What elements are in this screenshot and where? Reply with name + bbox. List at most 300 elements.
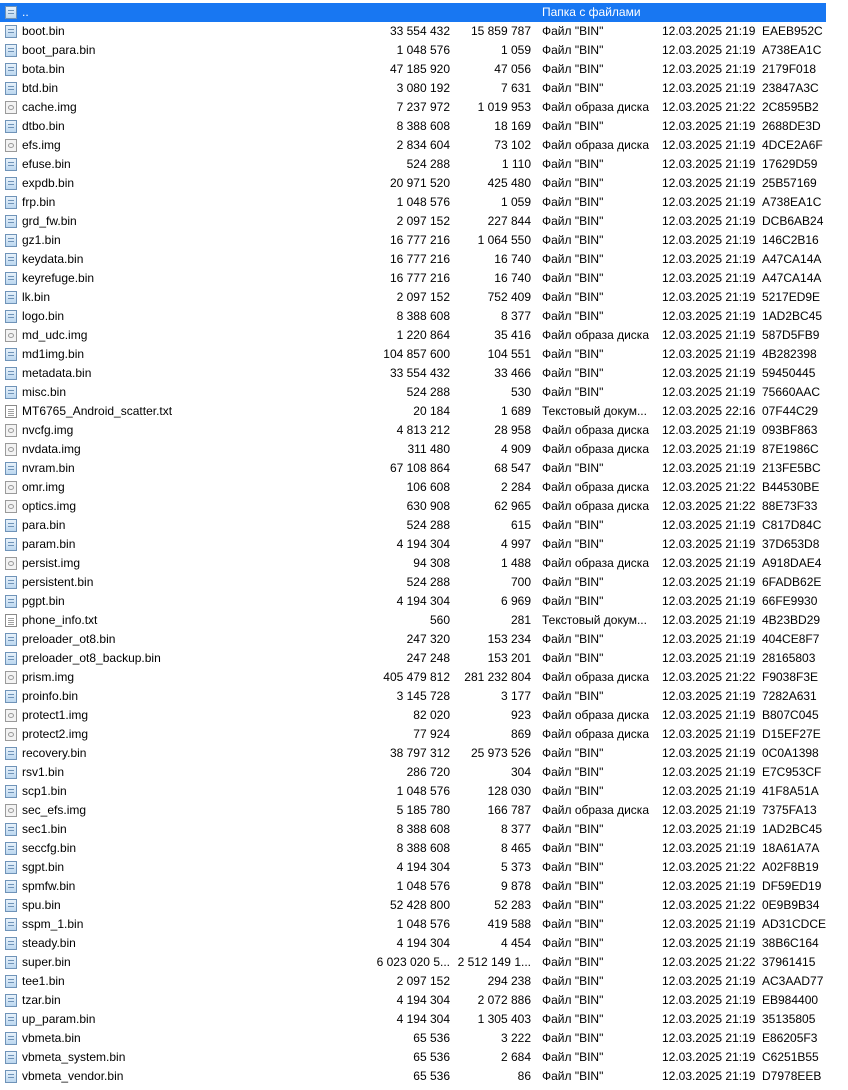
file-crc: 4DCE2A6F (762, 138, 823, 152)
file-type: Файл "BIN" (542, 518, 604, 532)
file-type: Файл "BIN" (542, 841, 604, 855)
file-row[interactable] (0, 79, 848, 98)
file-name: vbmeta.bin (22, 1031, 81, 1045)
bin-file-icon (5, 842, 17, 855)
file-row[interactable] (0, 801, 848, 820)
file-size: 16 777 216 (389, 233, 450, 247)
file-crc: 213FE5BC (762, 461, 821, 475)
file-crc: A47CA14A (762, 252, 822, 266)
file-row[interactable] (0, 478, 848, 497)
file-type: Файл "BIN" (542, 385, 604, 399)
file-name: pgpt.bin (22, 594, 65, 608)
file-crc: 093BF863 (762, 423, 818, 437)
bin-file-icon (5, 823, 17, 836)
file-packed-size: 2 512 149 1... (457, 955, 531, 969)
file-crc: E86205F3 (762, 1031, 818, 1045)
file-size: 82 020 (413, 708, 450, 722)
file-row[interactable] (0, 402, 848, 421)
file-row[interactable] (0, 535, 848, 554)
file-icon-cell (5, 611, 19, 630)
file-packed-size: 1 019 953 (477, 100, 531, 114)
file-name: metadata.bin (22, 366, 92, 380)
file-icon-cell (5, 896, 19, 915)
file-row[interactable] (0, 22, 848, 41)
file-icon-cell (5, 649, 19, 668)
file-name: vbmeta_vendor.bin (22, 1069, 124, 1083)
file-name: keydata.bin (22, 252, 84, 266)
file-row[interactable] (0, 953, 848, 972)
file-size: 3 080 192 (396, 81, 450, 95)
file-type: Файл "BIN" (542, 290, 604, 304)
file-name: sec_efs.img (22, 803, 87, 817)
file-name: preloader_ot8.bin (22, 632, 116, 646)
file-icon-cell (5, 174, 19, 193)
file-modified: 12.03.2025 21:19 (662, 879, 756, 893)
file-row[interactable] (0, 649, 848, 668)
file-row[interactable] (0, 269, 848, 288)
bin-file-icon (5, 63, 17, 76)
file-packed-size: 104 551 (487, 347, 531, 361)
file-icon-cell (5, 60, 19, 79)
bin-file-icon (5, 253, 17, 266)
file-size: 65 536 (413, 1031, 450, 1045)
parent-folder-row[interactable] (0, 3, 826, 22)
bin-file-icon (5, 880, 17, 893)
file-name: grd_fw.bin (22, 214, 77, 228)
file-type: Файл "BIN" (542, 157, 604, 171)
bin-file-icon (5, 747, 17, 760)
file-crc: D7978EEB (762, 1069, 822, 1083)
file-type: Файл "BIN" (542, 24, 604, 38)
file-size: 1 048 576 (396, 784, 450, 798)
file-packed-size: 2 072 886 (477, 993, 531, 1007)
bin-file-icon (5, 538, 17, 551)
file-type: Файл образа диска (542, 328, 649, 342)
file-modified: 12.03.2025 21:19 (662, 442, 756, 456)
file-modified: 12.03.2025 21:19 (662, 993, 756, 1007)
file-modified: 12.03.2025 21:19 (662, 385, 756, 399)
file-row[interactable] (0, 440, 848, 459)
file-crc: 28165803 (762, 651, 816, 665)
file-row[interactable] (0, 972, 848, 991)
text-file-icon (5, 614, 17, 627)
file-row[interactable] (0, 991, 848, 1010)
file-name: sspm_1.bin (22, 917, 84, 931)
file-row[interactable] (0, 839, 848, 858)
file-type: Текстовый докум... (542, 613, 647, 627)
file-modified: 12.03.2025 21:19 (662, 841, 756, 855)
file-icon-cell (5, 516, 19, 535)
file-name: vbmeta_system.bin (22, 1050, 126, 1064)
file-crc: A02F8B19 (762, 860, 819, 874)
file-packed-size: 700 (510, 575, 531, 589)
file-packed-size: 18 169 (494, 119, 531, 133)
file-packed-size: 304 (510, 765, 531, 779)
file-row[interactable] (0, 516, 848, 535)
file-crc: D15EF27E (762, 727, 821, 741)
bin-file-icon (5, 1051, 17, 1064)
file-icon-cell (5, 421, 19, 440)
file-row[interactable] (0, 497, 848, 516)
file-icon-cell (5, 193, 19, 212)
file-row[interactable] (0, 858, 848, 877)
file-modified: 12.03.2025 21:19 (662, 62, 756, 76)
file-icon-cell (5, 440, 19, 459)
file-modified: 12.03.2025 21:19 (662, 347, 756, 361)
file-row[interactable] (0, 307, 848, 326)
file-size: 2 097 152 (396, 974, 450, 988)
file-row[interactable] (0, 611, 848, 630)
file-icon-cell (5, 725, 19, 744)
file-size: 4 194 304 (396, 1012, 450, 1026)
file-row[interactable] (0, 687, 848, 706)
file-crc: AD31CDCE (762, 917, 827, 931)
file-crc: 87E1986C (762, 442, 819, 456)
file-size: 33 554 432 (389, 24, 450, 38)
file-name: md1img.bin (22, 347, 85, 361)
file-modified: 12.03.2025 21:19 (662, 594, 756, 608)
file-icon-cell (5, 535, 19, 554)
file-packed-size: 9 878 (500, 879, 531, 893)
file-modified: 12.03.2025 21:19 (662, 309, 756, 323)
file-packed-size: 4 909 (500, 442, 531, 456)
file-name: proinfo.bin (22, 689, 79, 703)
file-packed-size: 2 284 (500, 480, 531, 494)
file-size: 3 145 728 (396, 689, 450, 703)
file-icon-cell (5, 288, 19, 307)
file-row[interactable] (0, 250, 848, 269)
file-crc: 6FADB62E (762, 575, 822, 589)
file-packed-size: 62 965 (494, 499, 531, 513)
file-modified: 12.03.2025 21:19 (662, 176, 756, 190)
file-crc: DCB6AB24 (762, 214, 824, 228)
file-icon-cell (5, 706, 19, 725)
file-modified: 12.03.2025 21:19 (662, 936, 756, 950)
file-crc: A47CA14A (762, 271, 822, 285)
file-packed-size: 1 488 (500, 556, 531, 570)
file-modified: 12.03.2025 21:19 (662, 214, 756, 228)
file-crc: 0C0A1398 (762, 746, 819, 760)
file-packed-size: 923 (510, 708, 531, 722)
file-size: 20 971 520 (389, 176, 450, 190)
disk-image-icon (5, 728, 17, 741)
bin-file-icon (5, 82, 17, 95)
file-modified: 12.03.2025 21:19 (662, 708, 756, 722)
file-size: 104 857 600 (383, 347, 450, 361)
file-icon-cell (5, 478, 19, 497)
file-icon-cell (5, 991, 19, 1010)
file-icon-cell (5, 1048, 19, 1067)
file-row[interactable] (0, 231, 848, 250)
file-row[interactable] (0, 459, 848, 478)
file-row[interactable] (0, 174, 848, 193)
file-type: Файл "BIN" (542, 955, 604, 969)
bin-file-icon (5, 310, 17, 323)
file-packed-size: 166 787 (487, 803, 531, 817)
bin-file-icon (5, 861, 17, 874)
file-crc: 7375FA13 (762, 803, 817, 817)
file-icon-cell (5, 345, 19, 364)
file-size: 4 813 212 (396, 423, 450, 437)
file-size: 52 428 800 (389, 898, 450, 912)
file-type: Файл "BIN" (542, 461, 604, 475)
file-crc: 18A61A7A (762, 841, 820, 855)
file-type: Файл "BIN" (542, 252, 604, 266)
file-row[interactable] (0, 877, 848, 896)
bin-file-icon (5, 918, 17, 931)
file-row[interactable] (0, 592, 848, 611)
file-size: 8 388 608 (396, 841, 450, 855)
file-icon-cell (5, 877, 19, 896)
file-row[interactable] (0, 896, 848, 915)
file-row[interactable] (0, 668, 848, 687)
file-row[interactable] (0, 136, 848, 155)
file-modified: 12.03.2025 21:19 (662, 157, 756, 171)
bin-file-icon (5, 576, 17, 589)
file-modified: 12.03.2025 21:22 (662, 898, 756, 912)
file-row[interactable] (0, 155, 848, 174)
file-name: phone_info.txt (22, 613, 98, 627)
file-row[interactable] (0, 326, 848, 345)
file-row[interactable] (0, 782, 848, 801)
file-packed-size: 1 059 (500, 43, 531, 57)
file-size: 47 185 920 (389, 62, 450, 76)
file-name: spu.bin (22, 898, 61, 912)
file-modified: 12.03.2025 21:19 (662, 689, 756, 703)
file-modified: 12.03.2025 21:19 (662, 290, 756, 304)
file-name: nvdata.img (22, 442, 81, 456)
bin-file-icon (5, 595, 17, 608)
file-packed-size: 86 (517, 1069, 531, 1083)
file-crc: 88E73F33 (762, 499, 818, 513)
file-packed-size: 2 684 (500, 1050, 531, 1064)
bin-file-icon (5, 766, 17, 779)
file-packed-size: 128 030 (487, 784, 531, 798)
file-type: Файл "BIN" (542, 746, 604, 760)
file-row[interactable] (0, 706, 848, 725)
file-row[interactable] (0, 60, 848, 79)
file-icon-cell (5, 497, 19, 516)
file-modified: 12.03.2025 21:19 (662, 917, 756, 931)
file-icon-cell (5, 1029, 19, 1048)
file-icon-cell (5, 1010, 19, 1029)
file-row[interactable] (0, 212, 848, 231)
file-modified: 12.03.2025 21:19 (662, 366, 756, 380)
file-modified: 12.03.2025 21:19 (662, 632, 756, 646)
file-icon-cell (5, 459, 19, 478)
file-row[interactable] (0, 763, 848, 782)
file-size: 16 777 216 (389, 271, 450, 285)
file-size: 6 023 020 5... (376, 955, 450, 969)
file-packed-size: 752 409 (487, 290, 531, 304)
file-modified: 12.03.2025 21:19 (662, 651, 756, 665)
file-crc: 2C8595B2 (762, 100, 819, 114)
file-row[interactable] (0, 725, 848, 744)
file-modified: 12.03.2025 21:19 (662, 765, 756, 779)
file-crc: B44530BE (762, 480, 820, 494)
file-row[interactable] (0, 1067, 848, 1086)
file-icon-cell (5, 231, 19, 250)
file-packed-size: 4 997 (500, 537, 531, 551)
parent-folder-type: Папка с файлами (542, 5, 641, 19)
file-modified: 12.03.2025 21:22 (662, 955, 756, 969)
disk-image-icon (5, 101, 17, 114)
file-crc: E7C953CF (762, 765, 822, 779)
file-crc: A738EA1C (762, 195, 822, 209)
file-packed-size: 15 859 787 (470, 24, 531, 38)
file-type: Файл "BIN" (542, 784, 604, 798)
file-modified: 12.03.2025 21:22 (662, 499, 756, 513)
file-size: 20 184 (413, 404, 450, 418)
file-row[interactable] (0, 364, 848, 383)
file-packed-size: 52 283 (494, 898, 531, 912)
file-crc: EB984400 (762, 993, 819, 1007)
file-modified: 12.03.2025 21:22 (662, 860, 756, 874)
file-row[interactable] (0, 934, 848, 953)
file-packed-size: 33 466 (494, 366, 531, 380)
file-type: Файл "BIN" (542, 575, 604, 589)
file-size: 8 388 608 (396, 119, 450, 133)
file-name: optics.img (22, 499, 77, 513)
file-icon-cell (5, 212, 19, 231)
file-type: Файл "BIN" (542, 898, 604, 912)
disk-image-icon (5, 557, 17, 570)
file-row[interactable] (0, 744, 848, 763)
folder-up-icon-cell (5, 3, 19, 22)
file-crc: 1AD2BC45 (762, 309, 823, 323)
file-icon-cell (5, 934, 19, 953)
disk-image-icon (5, 804, 17, 817)
file-type: Файл образа диска (542, 670, 649, 684)
file-row[interactable] (0, 193, 848, 212)
file-name: protect2.img (22, 727, 89, 741)
file-packed-size: 7 631 (500, 81, 531, 95)
file-size: 524 288 (406, 157, 450, 171)
bin-file-icon (5, 215, 17, 228)
file-name: misc.bin (22, 385, 67, 399)
file-row[interactable] (0, 1029, 848, 1048)
file-type: Файл "BIN" (542, 1012, 604, 1026)
file-type: Файл образа диска (542, 423, 649, 437)
file-type: Файл "BIN" (542, 765, 604, 779)
file-crc: DF59ED19 (762, 879, 822, 893)
file-type: Файл "BIN" (542, 689, 604, 703)
file-row[interactable] (0, 554, 848, 573)
bin-file-icon (5, 1032, 17, 1045)
file-name: efs.img (22, 138, 61, 152)
file-size: 524 288 (406, 385, 450, 399)
file-size: 311 480 (407, 442, 450, 456)
file-icon-cell (5, 383, 19, 402)
file-icon-cell (5, 79, 19, 98)
file-name: param.bin (22, 537, 76, 551)
disk-image-icon (5, 500, 17, 513)
bin-file-icon (5, 975, 17, 988)
file-name: bota.bin (22, 62, 65, 76)
disk-image-icon (5, 481, 17, 494)
file-row[interactable] (0, 421, 848, 440)
file-crc: 07F44C29 (762, 404, 819, 418)
file-modified: 12.03.2025 21:22 (662, 480, 756, 494)
file-row[interactable] (0, 288, 848, 307)
file-icon-cell (5, 269, 19, 288)
bin-file-icon (5, 158, 17, 171)
file-type: Файл "BIN" (542, 860, 604, 874)
file-modified: 12.03.2025 21:19 (662, 195, 756, 209)
bin-file-icon (5, 994, 17, 1007)
file-type: Файл "BIN" (542, 271, 604, 285)
file-packed-size: 4 454 (500, 936, 531, 950)
file-modified: 12.03.2025 21:19 (662, 575, 756, 589)
file-row[interactable] (0, 41, 848, 60)
file-name: spmfw.bin (22, 879, 76, 893)
file-size: 2 097 152 (396, 214, 450, 228)
file-packed-size: 28 958 (494, 423, 531, 437)
file-row[interactable] (0, 573, 848, 592)
file-modified: 12.03.2025 21:19 (662, 81, 756, 95)
disk-image-icon (5, 329, 17, 342)
file-row[interactable] (0, 98, 848, 117)
file-packed-size: 47 056 (494, 62, 531, 76)
file-size: 2 097 152 (396, 290, 450, 304)
file-type: Файл "BIN" (542, 195, 604, 209)
file-packed-size: 425 480 (487, 176, 531, 190)
file-size: 77 924 (413, 727, 450, 741)
file-modified: 12.03.2025 21:19 (662, 233, 756, 247)
file-row[interactable] (0, 915, 848, 934)
file-size: 33 554 432 (389, 366, 450, 380)
file-modified: 12.03.2025 22:16 (662, 404, 756, 418)
bin-file-icon (5, 177, 17, 190)
file-name: steady.bin (22, 936, 76, 950)
file-crc: A918DAE4 (762, 556, 822, 570)
file-type: Файл образа диска (542, 803, 649, 817)
file-name: prism.img (22, 670, 75, 684)
file-row[interactable] (0, 820, 848, 839)
file-modified: 12.03.2025 21:19 (662, 518, 756, 532)
file-crc: 66FE9930 (762, 594, 818, 608)
file-name: tee1.bin (22, 974, 65, 988)
file-name: md_udc.img (22, 328, 88, 342)
bin-file-icon (5, 633, 17, 646)
file-type: Файл образа диска (542, 138, 649, 152)
file-row[interactable] (0, 345, 848, 364)
file-packed-size: 8 465 (500, 841, 531, 855)
file-type: Файл образа диска (542, 708, 649, 722)
file-type: Файл "BIN" (542, 936, 604, 950)
file-row[interactable] (0, 383, 848, 402)
file-icon-cell (5, 1067, 19, 1086)
bin-file-icon (5, 44, 17, 57)
file-modified: 12.03.2025 21:19 (662, 423, 756, 437)
file-row[interactable] (0, 1010, 848, 1029)
file-icon-cell (5, 307, 19, 326)
file-row[interactable] (0, 117, 848, 136)
file-size: 247 320 (406, 632, 450, 646)
file-row[interactable] (0, 1048, 848, 1067)
file-type: Файл "BIN" (542, 119, 604, 133)
file-modified: 12.03.2025 21:19 (662, 328, 756, 342)
file-packed-size: 1 689 (500, 404, 531, 418)
file-modified: 12.03.2025 21:19 (662, 1050, 756, 1064)
file-packed-size: 3 222 (500, 1031, 531, 1045)
file-name: frp.bin (22, 195, 56, 209)
file-type: Файл образа диска (542, 100, 649, 114)
file-modified: 12.03.2025 21:19 (662, 974, 756, 988)
bin-file-icon (5, 272, 17, 285)
file-row[interactable] (0, 630, 848, 649)
file-crc: 35135805 (762, 1012, 816, 1026)
